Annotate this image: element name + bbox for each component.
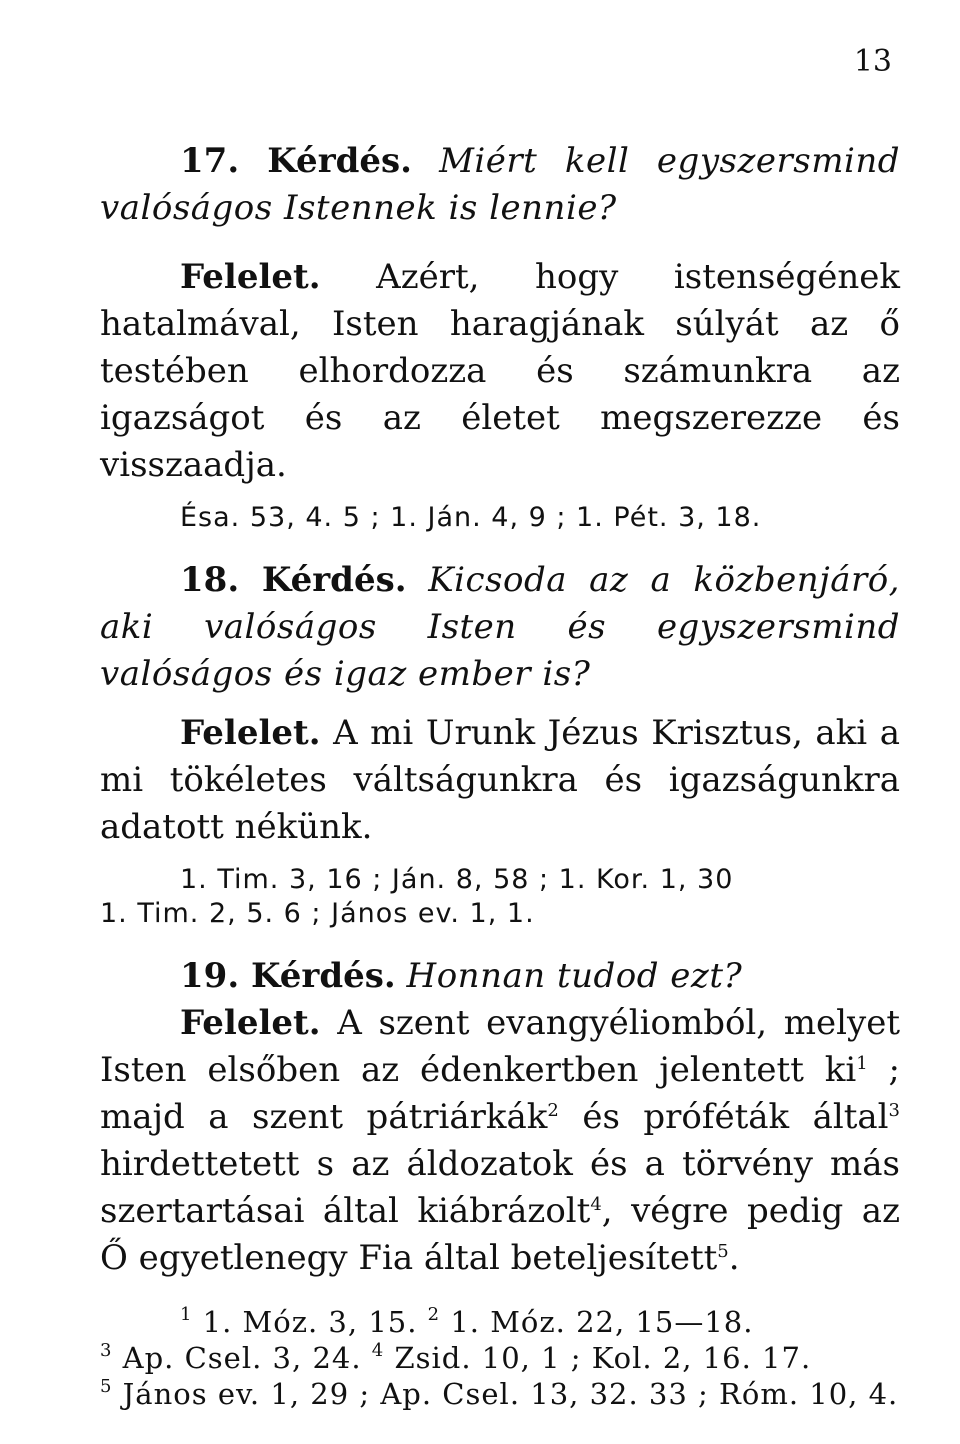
answer-18-references-line1: 1. Tim. 3, 16 ; Ján. 8, 58 ; 1. Kor. 1, 30: [180, 864, 734, 895]
footnote-marker-3: 3: [888, 1100, 900, 1121]
footnote-line-1: [100, 1304, 900, 1340]
footnote-number-5: 5: [100, 1376, 113, 1397]
question-18-label: 18. Kérdés.: [180, 560, 407, 600]
footnote-number-2: 2: [427, 1304, 441, 1325]
answer-17-references: Ésa. 53, 4. 5 ; 1. Ján. 4, 9 ; 1. Pét. 3, 18.: [180, 502, 762, 533]
answer-19-text-part2: ; majd a szent pátriárkák: [100, 1050, 901, 1137]
footnote-marker-5: 5: [717, 1241, 729, 1262]
answer-17-label: Felelet.: [180, 257, 321, 297]
answer-19: [100, 1000, 900, 1282]
footnote-marker-2: 2: [547, 1100, 559, 1121]
question-17-label: 17. Kérdés.: [180, 141, 412, 181]
answer-17: [100, 254, 900, 489]
answer-19-text-part4: hirdettetett s az áldozatok és a törvény más szertartásai által kiábrázolt: [100, 1144, 900, 1231]
answer-19-text-part5: , végre pedig az Ő egyetlenegy Fia által beteljesített: [100, 1191, 900, 1278]
footnote-marker-1: 1: [856, 1053, 868, 1074]
question-19: [100, 953, 900, 1000]
footnote-text-2: 1. Móz. 22, 15—18.: [450, 1305, 754, 1339]
footnote-text-5: János ev. 1, 29 ; Ap. Csel. 13, 32. 33 ; Róm. 10, 4.: [122, 1377, 899, 1411]
page-content: [100, 138, 900, 1412]
footnote-number-3: 3: [100, 1340, 113, 1361]
answer-19-text-part3: és próféták által: [582, 1097, 889, 1137]
answer-19-text-part6: .: [728, 1238, 740, 1278]
question-17-text: Miért kell egyszersmind valóságos Istennek is lennie?: [100, 141, 900, 228]
answer-19-label: Felelet.: [180, 1003, 321, 1043]
question-17: [100, 138, 900, 232]
page-number: 13: [853, 44, 892, 79]
question-19-label: 19. Kérdés.: [180, 956, 396, 996]
answer-19-text-part1: A szent evangyéliomból, melyet Isten elsőben az édenkertben jelentett ki: [100, 1003, 901, 1090]
footnote-number-1: 1: [180, 1304, 193, 1325]
footnote-marker-4: 4: [590, 1194, 602, 1215]
question-18: [100, 557, 900, 698]
question-19-text: Honnan tudod ezt?: [406, 956, 743, 996]
footnotes: [100, 1304, 900, 1412]
footnote-line-2: [100, 1340, 900, 1376]
footnote-text-3: Ap. Csel. 3, 24.: [122, 1341, 362, 1375]
answer-18: [100, 710, 900, 851]
footnote-number-4: 4: [371, 1340, 385, 1361]
question-18-text: Kicsoda az a közbenjáró, aki valóságos Isten és egyszersmind valóságos és igaz ember is?: [100, 560, 900, 694]
footnote-text-4: Zsid. 10, 1 ; Kol. 2, 16. 17.: [394, 1341, 812, 1375]
answer-18-text: A mi Urunk Jézus Krisztus, aki a mi tökéletes váltságunkra és igazságunkra adatott nékünk.: [100, 713, 900, 847]
answer-17-text: Azért, hogy istenségének hatalmával, Isten haragjának súlyát az ő testében elhordozza és számunkra az igazságot és az életet megszerezze és visszaadja.: [100, 257, 900, 485]
footnote-line-3: [100, 1376, 900, 1412]
footnote-text-1: 1. Móz. 3, 15.: [202, 1305, 418, 1339]
answer-18-references-line2: 1. Tim. 2, 5. 6 ; János ev. 1, 1.: [100, 898, 535, 929]
answer-18-label: Felelet.: [180, 713, 321, 753]
